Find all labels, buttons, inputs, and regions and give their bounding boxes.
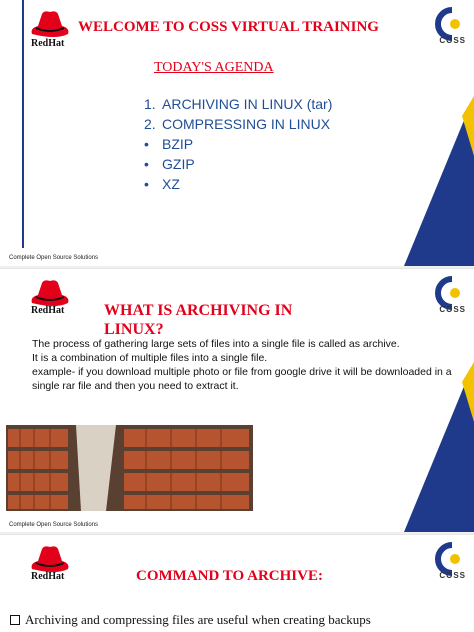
corner-decoration: [384, 362, 474, 532]
coss-label: COSS: [439, 36, 466, 45]
body-paragraph: example- if you download multiple photo or file from google drive it will be downloaded in a single rar file and then you need to extract it.: [32, 366, 452, 392]
slide-2: [0, 268, 474, 532]
checkbox-bullet-icon: [10, 615, 20, 625]
body-paragraph: It is a combination of multiple files into a single file.: [32, 352, 268, 364]
redhat-label: RedHat: [31, 305, 65, 316]
body-paragraph: The process of gathering large sets of files into a single file is called as archive.: [32, 338, 400, 350]
slide-3: [0, 534, 474, 632]
agenda-list: [144, 94, 332, 194]
agenda-item: • XZ: [144, 176, 180, 192]
accent-line: [22, 0, 24, 248]
agenda-item: 1. ARCHIVING IN LINUX (tar): [144, 96, 333, 112]
slide-3-title: COMMAND TO ARCHIVE:: [136, 568, 323, 584]
redhat-label: RedHat: [31, 571, 65, 582]
slide-2-title: WHAT IS ARCHIVING IN LINUX?: [104, 302, 293, 338]
coss-label: COSS: [439, 571, 466, 580]
coss-label: COSS: [439, 305, 466, 314]
slide-3-bullet: Archiving and compressing files are useful when creating backups: [10, 612, 371, 628]
footer-text: Complete Open Source Solutions: [9, 522, 99, 528]
archive-shelves-image: [6, 425, 253, 511]
agenda-item: 2. COMPRESSING IN LINUX: [144, 116, 331, 132]
slide-1-title: WELCOME TO COSS VIRTUAL TRAINING: [78, 19, 379, 35]
agenda-heading: TODAY'S AGENDA: [154, 60, 274, 75]
slide-1: [0, 0, 474, 266]
redhat-label: RedHat: [31, 38, 65, 49]
agenda-item: • GZIP: [144, 156, 195, 172]
footer-text: Complete Open Source Solutions: [9, 255, 99, 261]
corner-decoration: [384, 96, 474, 266]
agenda-item: • BZIP: [144, 136, 194, 152]
